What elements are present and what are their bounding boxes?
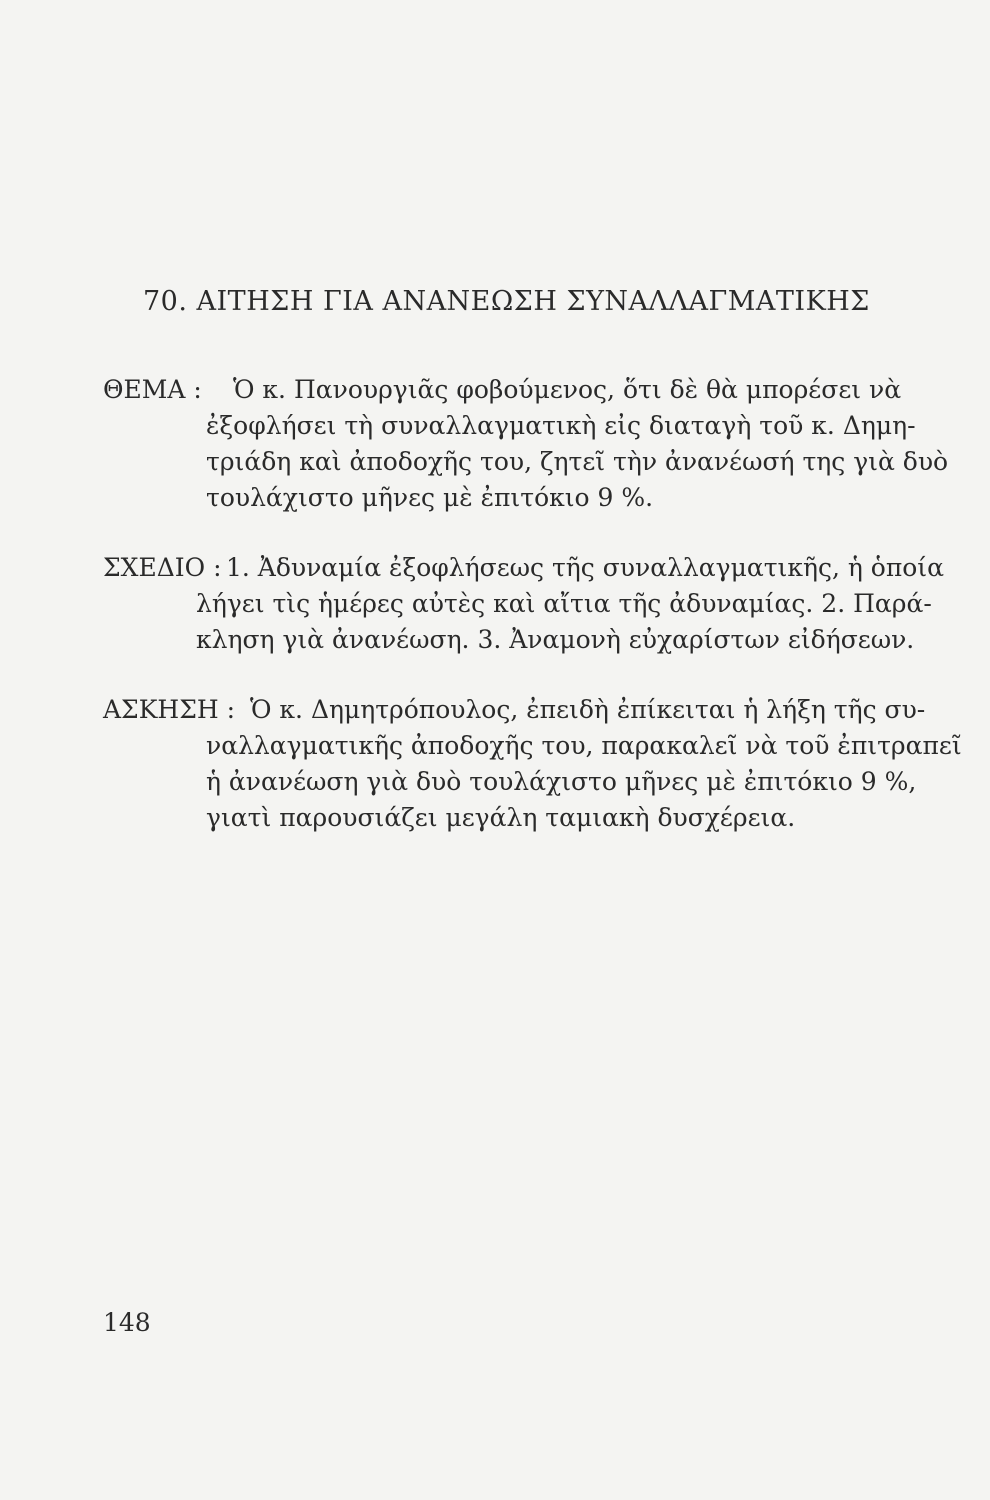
thema-line: Ὁ κ. Πανουργιᾶς φοβούμενος, ὅτι δὲ θὰ μπορέσει νὰ xyxy=(233,375,902,404)
thema-line: τριάδη καὶ ἀποδοχῆς του, ζητεῖ τὴν ἀνανέωσή της γιὰ δυὸ xyxy=(206,447,949,476)
thema-line: ἐξοφλήσει τὴ συναλλαγματικὴ εἰς διαταγὴ τοῦ κ. Δημη- xyxy=(206,411,916,440)
askisi-line: ἡ ἀνανέωση γιὰ δυὸ τουλάχιστο μῆνες μὲ ἐπιτόκιο 9 %, xyxy=(206,767,917,796)
schedio-label: ΣΧΕΔΙΟ : xyxy=(103,553,222,582)
askisi-line: Ὁ κ. Δημητρόπουλος, ἐπειδὴ ἐπίκειται ἡ λήξη τῆς συ- xyxy=(250,695,926,724)
schedio-line: 1. Ἀδυναμία ἐξοφλήσεως τῆς συναλλαγματικῆς, ἡ ὁποία xyxy=(226,553,944,582)
askisi-label: ΑΣΚΗΣΗ : xyxy=(103,695,236,724)
page-number: 148 xyxy=(103,1308,151,1337)
thema-label: ΘΕΜΑ : xyxy=(103,375,202,404)
askisi-line: ναλλαγματικῆς ἀποδοχῆς του, παρακαλεῖ νὰ τοῦ ἐπιτραπεῖ xyxy=(206,731,962,760)
askisi-line: γιατὶ παρουσιάζει μεγάλη ταμιακὴ δυσχέρεια. xyxy=(206,803,796,832)
schedio-line: λήγει τὶς ἡμέρες αὐτὲς καὶ αἴτια τῆς ἀδυναμίας. 2. Παρά- xyxy=(196,589,932,618)
thema-line: τουλάχιστο μῆνες μὲ ἐπιτόκιο 9 %. xyxy=(206,483,654,512)
page-title: 70. ΑΙΤΗΣΗ ΓΙΑ ΑΝΑΝΕΩΣΗ ΣΥΝΑΛΛΑΓΜΑΤΙΚΗΣ xyxy=(143,286,870,317)
schedio-line: κληση γιὰ ἀνανέωση. 3. Ἀναμονὴ εὐχαρίστων εἰδήσεων. xyxy=(196,625,915,654)
